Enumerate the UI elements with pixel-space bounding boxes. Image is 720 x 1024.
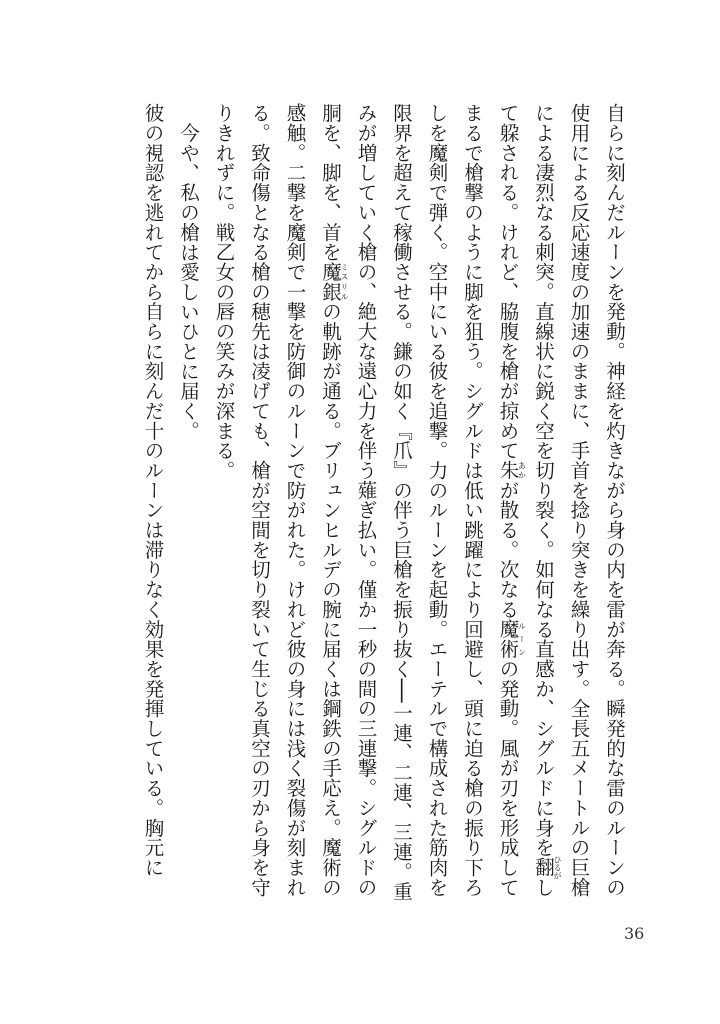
page-number: 36 [624, 924, 645, 943]
text-run: 今や、私の槍は愛しいひとに届く。 [177, 122, 200, 441]
furigana-word: 朱あか [496, 460, 527, 481]
text-run: の軌跡が通る。ブリュンヒルデの腕に届くは鋼鉄の手応え。魔術の感触。二撃を魔剣で一撃を防御のルーンで防がれた。けれど彼の身には浅く裂傷が刻まれる。致命傷となる槍の穂先は凌げても、槍が空間を切り裂いて生じる真空の刃から身を守りきれずに。戦乙女の唇の笑みが深まる。 [212, 103, 342, 898]
furigana-word: 魔銀ミスリル [319, 261, 349, 302]
furigana-reading: ルーン [517, 619, 527, 659]
furigana-word: 魔術ルーン [496, 619, 527, 659]
furigana-reading: あか [517, 460, 527, 481]
text-run: 自らに刻んだルーンを発動。神経を灼きながら身の内を雷が奔る。瞬発的な雷のルーンの使用による反応速度の加速のままに、手首を捻り突きを繰り出す。全長五メートルの巨槍による凄烈なる刺突。直線状に鋭く空を切り裂く。如何なる直感か、シグルドに身を [532, 103, 626, 897]
text-run: が散る。次なる [496, 480, 520, 620]
furigana-reading: ミスリル [340, 261, 349, 302]
paragraph-3 [135, 103, 171, 903]
text-run: の発動。風が刃を形成してまるで槍撃のように脚を狙う。シグルドは低い跳躍により回避し、頭に迫る槍の振り下ろしを魔剣で弾く。空中にいる彼を追撃。力のルーンを起動。エーテルで構成された筋肉を限界を超えて稼働させる。鎌の如く『爪』の伴う巨槍を振り抜く──一連、二連、三連。重みが増していく槍の、絶大な遠心力を伴う薙ぎ払い。僅か一秒の間の三連撃。シグルドの胴を、脚を、首を [319, 103, 520, 902]
paragraph-2 [171, 103, 207, 903]
text-run: 彼の視認を逃れてから自らに刻んだ十のルーンは滞りなく効果を発揮している。胸元に [141, 103, 165, 878]
text-run: して躱される。けれど、脇腹を槍が掠めて [496, 103, 555, 898]
vertical-text-body [135, 103, 632, 903]
paragraph-1 [206, 103, 632, 903]
furigana-word: 翻ひるが [532, 855, 562, 880]
furigana-reading: ひるが [553, 855, 562, 880]
